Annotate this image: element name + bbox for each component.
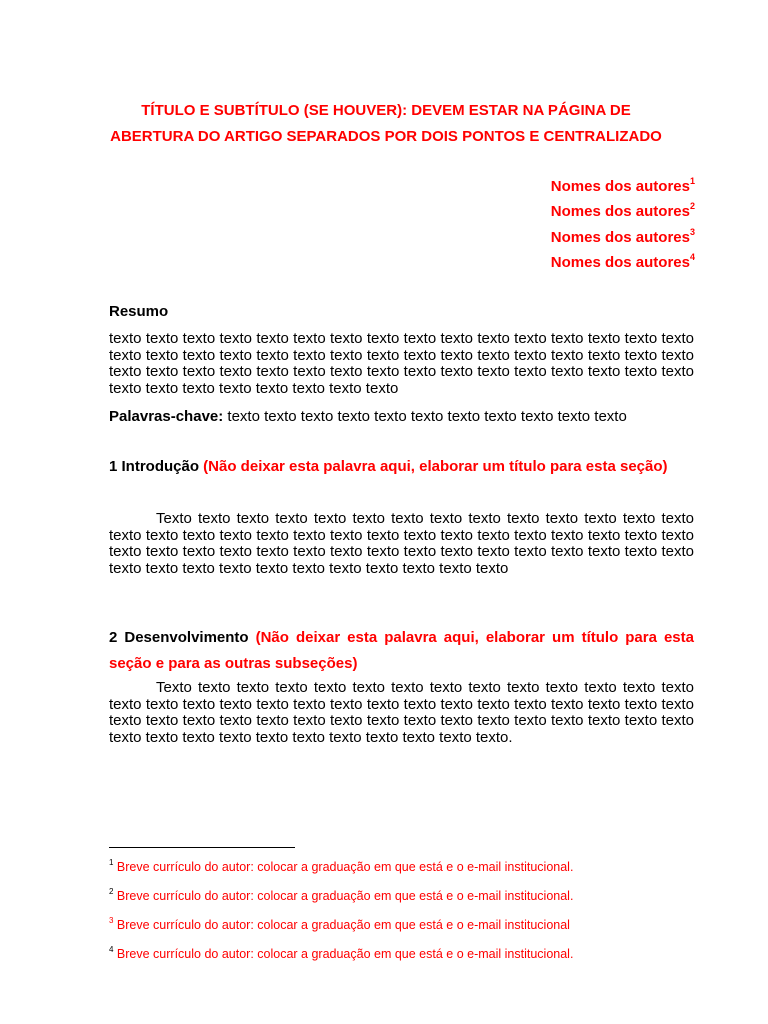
- author-name: Nomes dos autores$^4$: [550, 251, 695, 271]
- footnote-mark: 3: [109, 916, 114, 926]
- section-1-heading: [109, 458, 694, 476]
- abstract-text: texto texto texto texto texto texto texto texto texto texto texto texto texto texto texto texto texto texto texto texto texto texto texto texto texto texto texto texto texto texto texto texto texto texto texto texto texto texto texto texto texto texto texto texto texto texto texto texto texto texto texto texto texto texto texto texto: [109, 330, 694, 398]
- footnote-mark: 3: [689, 226, 695, 237]
- footnote: [109, 909, 573, 938]
- footnote-mark: 1: [689, 176, 695, 186]
- abstract-heading: Resumo: [109, 303, 169, 320]
- footnote-text: Breve currículo do autor: colocar a graduação em que está e o e-mail institucional.: [113, 947, 574, 962]
- footnote-mark: 1: [109, 858, 114, 867]
- section-1-label: 1 Introdução: [109, 458, 200, 475]
- section-2-label: 2 Desenvolvimento: [109, 629, 249, 646]
- section-2-text: Texto texto texto texto texto texto texto texto texto texto texto texto texto texto texto texto texto texto texto texto texto texto texto texto texto texto texto texto texto texto texto texto texto texto texto texto texto texto texto texto texto texto texto texto texto texto texto texto texto texto texto texto texto texto texto texto texto.: [109, 679, 694, 747]
- footnote: [109, 880, 573, 909]
- keywords-line: [109, 408, 694, 426]
- section-2-note: (Não deixar esta palavra aqui, elaborar um título para esta seção e para as outras subseções): [109, 629, 694, 672]
- title-line-1: TÍTULO E SUBTÍTULO (SE HOUVER): DEVEM ESTAR NA PÁGINA DE: [141, 102, 631, 119]
- section-2-heading: [109, 625, 694, 677]
- section-1-body: [109, 511, 694, 578]
- keywords-text: texto texto texto texto texto texto texto texto texto texto texto: [223, 408, 627, 425]
- author-name: Nomes dos autores$^2$: [550, 201, 695, 221]
- footnote-mark: 2: [689, 201, 695, 212]
- section-2-body: [109, 680, 694, 747]
- footnote-text: Breve currículo do autor: colocar a graduação em que está e o e-mail institucional.: [113, 860, 574, 875]
- section-1-note: (Não deixar esta palavra aqui, elaborar um título para esta seção): [199, 458, 668, 475]
- author-list: [551, 174, 695, 275]
- footnote-text: Breve currículo do autor: colocar a graduação em que está e o e-mail institucional.: [113, 889, 574, 904]
- section-1-text: Texto texto texto texto texto texto texto texto texto texto texto texto texto texto texto texto texto texto texto texto texto texto texto texto texto texto texto texto texto texto texto texto texto texto texto texto texto texto texto texto texto texto texto texto texto texto texto texto texto texto texto texto texto texto texto texto texto: [109, 510, 694, 578]
- footnote-mark: 4: [689, 251, 695, 262]
- abstract-section: [109, 303, 694, 398]
- author-name: Nomes dos autores$^3$: [550, 226, 695, 246]
- footnote-mark: 2: [109, 887, 114, 897]
- footnote-text: Breve currículo do autor: colocar a graduação em que está e o e-mail institucional: [113, 918, 570, 933]
- article-title: [100, 98, 672, 150]
- author-name: Nomes dos autores$^1$: [550, 176, 695, 195]
- footnote-mark: 4: [109, 945, 114, 955]
- footnote-separator: [109, 847, 295, 848]
- footnote: [109, 851, 573, 880]
- footnote: [109, 938, 573, 967]
- keywords-label: Palavras-chave:: [109, 408, 224, 425]
- footnotes: [109, 851, 573, 968]
- title-line-2: ABERTURA DO ARTIGO SEPARADOS POR DOIS PONTOS E CENTRALIZADO: [110, 128, 662, 145]
